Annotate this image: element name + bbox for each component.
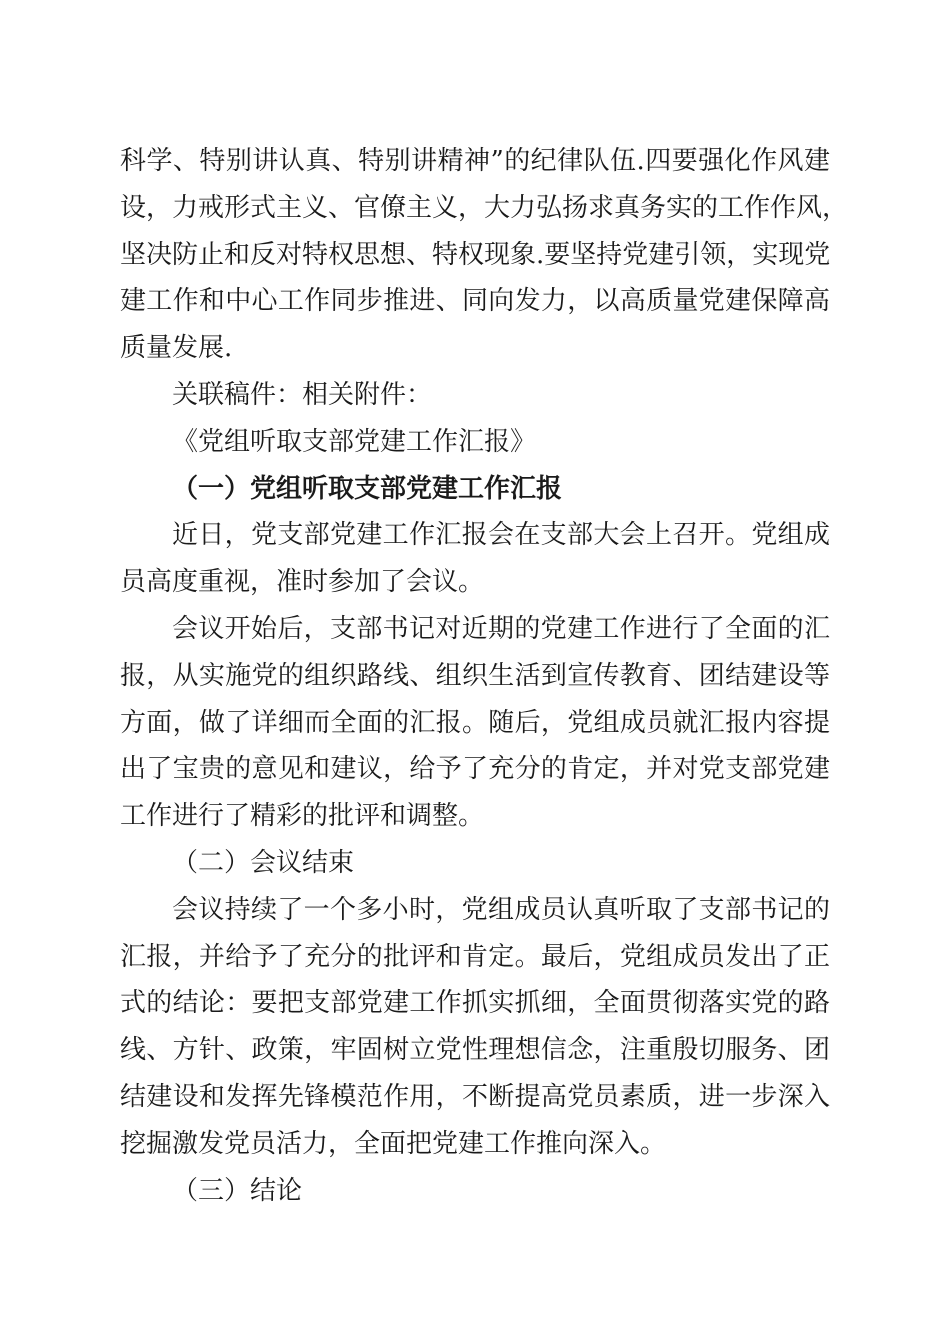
paragraph-line: 质量发展. [120, 333, 233, 364]
paragraph-line: 会议持续了一个多小时，党组成员认真听取了支部书记的 [172, 894, 830, 925]
paragraph-line: 坚决防止和反对特权思想、特权现象.要坚持党建引领，实现党 [120, 239, 831, 270]
paragraph-line: 结建设和发挥先锋模范作用，不断提高党员素质，进一步深入 [120, 1081, 830, 1112]
paragraph-line: 报，从实施党的组织路线、组织生活到宣传教育、团结建设等 [120, 660, 830, 691]
paragraph-line: 式的结论：要把支部党建工作抓实抓细，全面贯彻落实党的路 [120, 988, 830, 1019]
document-body [120, 138, 849, 1214]
paragraph-line: 汇报，并给予了充分的批评和肯定。最后，党组成员发出了正 [120, 941, 830, 972]
related-articles-label: 关联稿件：相关附件： [172, 379, 433, 410]
related-article-title: 《党组听取支部党建工作汇报》 [172, 426, 537, 457]
paragraph-line: 科学、特别讲认真、特别讲精神”的纪律队伍.四要强化作风建 [120, 146, 830, 176]
section-heading-3: （三）结论 [172, 1175, 303, 1206]
paragraph-line: 出了宝贵的意见和建议，给予了充分的肯定，并对党支部党建 [120, 754, 830, 785]
paragraph-line: 方面，做了详细而全面的汇报。随后，党组成员就汇报内容提 [120, 707, 830, 738]
paragraph-line: 设，力戒形式主义、官僚主义，大力弘扬求真务实的工作作风， [120, 192, 849, 223]
paragraph-line: 员高度重视，准时参加了会议。 [120, 567, 485, 598]
paragraph-line: 近日，党支部党建工作汇报会在支部大会上召开。党组成 [172, 520, 830, 551]
paragraph-line: 建工作和中心工作同步推进、同向发力，以高质量党建保障高 [120, 286, 830, 317]
paragraph-line: 工作进行了精彩的批评和调整。 [120, 801, 485, 832]
paragraph-line: 线、方针、政策，牢固树立党性理想信念，注重殷切服务、团 [120, 1035, 830, 1066]
paragraph-line: 挖掘激发党员活力，全面把党建工作推向深入。 [120, 1128, 667, 1159]
paragraph-line: 会议开始后，支部书记对近期的党建工作进行了全面的汇 [172, 613, 830, 644]
section-heading-1: （一）党组听取支部党建工作汇报 [172, 473, 563, 504]
section-heading-2: （二）会议结束 [172, 847, 355, 878]
